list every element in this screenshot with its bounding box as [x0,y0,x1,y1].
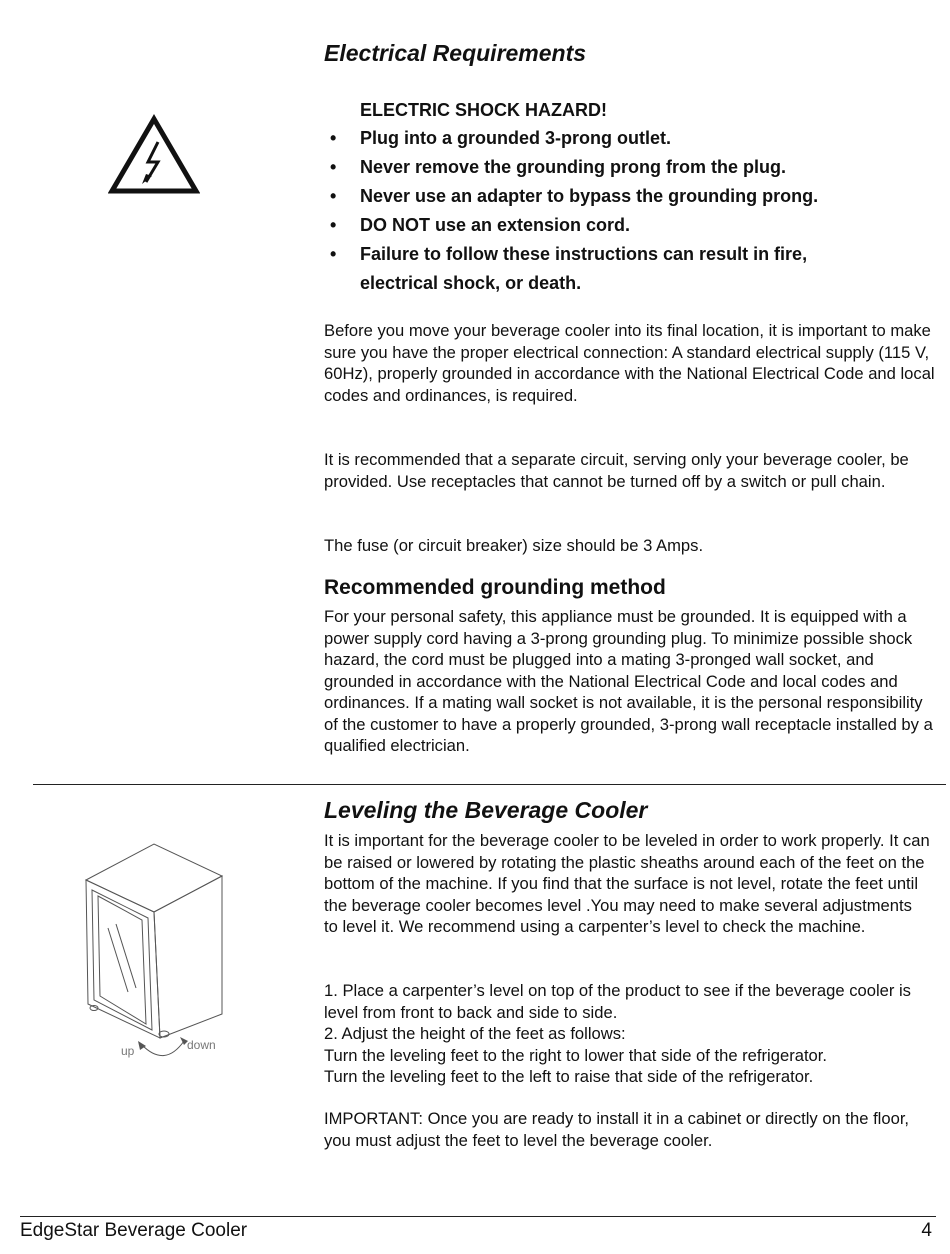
warning-item: • Never remove the grounding prong from the plug. [330,157,787,177]
leveling-intro: It is important for the beverage cooler to be leveled in order to work properly. It can be raised or lowered by rotating the plastic sheaths around each of the feet on the bottom of the machine. If you find that the surface is not level, rotate the feet until the beverage cooler becomes level .You may need to make several adjustments to level it. We recommend using a carpenter’s level to check the machine. [324,831,930,936]
leveling-important: IMPORTANT: Once you are ready to install it in a cabinet or directly on the floor, you must adjust the feet to level the beverage cooler. [324,1109,910,1150]
section-title-leveling: Leveling the Beverage Cooler [324,797,648,823]
section-title-electrical: Electrical Requirements [324,40,587,66]
warning-title: ELECTRIC SHOCK HAZARD! [360,100,607,120]
electrical-paragraph-2: It is recommended that a separate circuit, serving only your beverage cooler, be provided. Use receptacles that cannot be turned off by a switch or pull chain. [324,450,909,491]
leveling-step-2: 2. Adjust the height of the feet as follows: [324,1024,626,1043]
warning-item: • DO NOT use an extension cord. [330,215,631,235]
section-divider [33,784,946,785]
electrical-paragraph-1: Before you move your beverage cooler into its final location, it is important to make sure you have the proper electrical connection: A standard electrical supply (115 V, 60Hz), properly grounded in accordance with the National Electrical Code and local codes and ordinances, is required. [324,321,935,405]
warning-list [330,124,930,298]
footer-title: EdgeStar Beverage Cooler [20,1220,248,1241]
figure-label-up: up [121,1044,135,1058]
grounding-paragraph: For your personal safety, this appliance must be grounded. It is equipped with a power supply cord having a 3-prong grounding plug. To minimize possible shock hazard, the cord must be plugged into a mating 3-pronged wall socket, and grounded in accordance with the National Electrical Code and local codes and ordinances. If a mating wall socket is not available, it is the personal responsibility of the customer to have a properly grounded, 3-prong wall receptacle installed by a qualified electrician. [324,607,933,755]
shock-warning [330,96,930,298]
figure-label-down: down [187,1038,216,1052]
leveling-instruction-lower: Turn the leveling feet to the right to lower that side of the refrigerator. [324,1045,828,1065]
warning-item: • Plug into a grounded 3-prong outlet. [330,128,671,148]
leveling-step-1: 1. Place a carpenter’s level on top of the product to see if the beverage cooler is level from front to back and side to side. [324,981,911,1022]
electrical-paragraph-3: The fuse (or circuit breaker) size should be 3 Amps. [324,536,704,555]
warning-item: • Failure to follow these instructions can result in fire, electrical shock, or death. [330,244,808,293]
section-title-grounding: Recommended grounding method [324,576,666,599]
page-number: 4 [921,1220,932,1241]
electric-shock-warning-icon [108,114,200,196]
leveling-instruction-raise: Turn the leveling feet to the left to raise that side of the refrigerator. [324,1067,814,1086]
footer-rule [20,1216,936,1217]
leveling-steps [324,980,936,1088]
beverage-cooler-illustration [80,838,240,1068]
warning-item: • Never use an adapter to bypass the grounding prong. [330,186,819,206]
